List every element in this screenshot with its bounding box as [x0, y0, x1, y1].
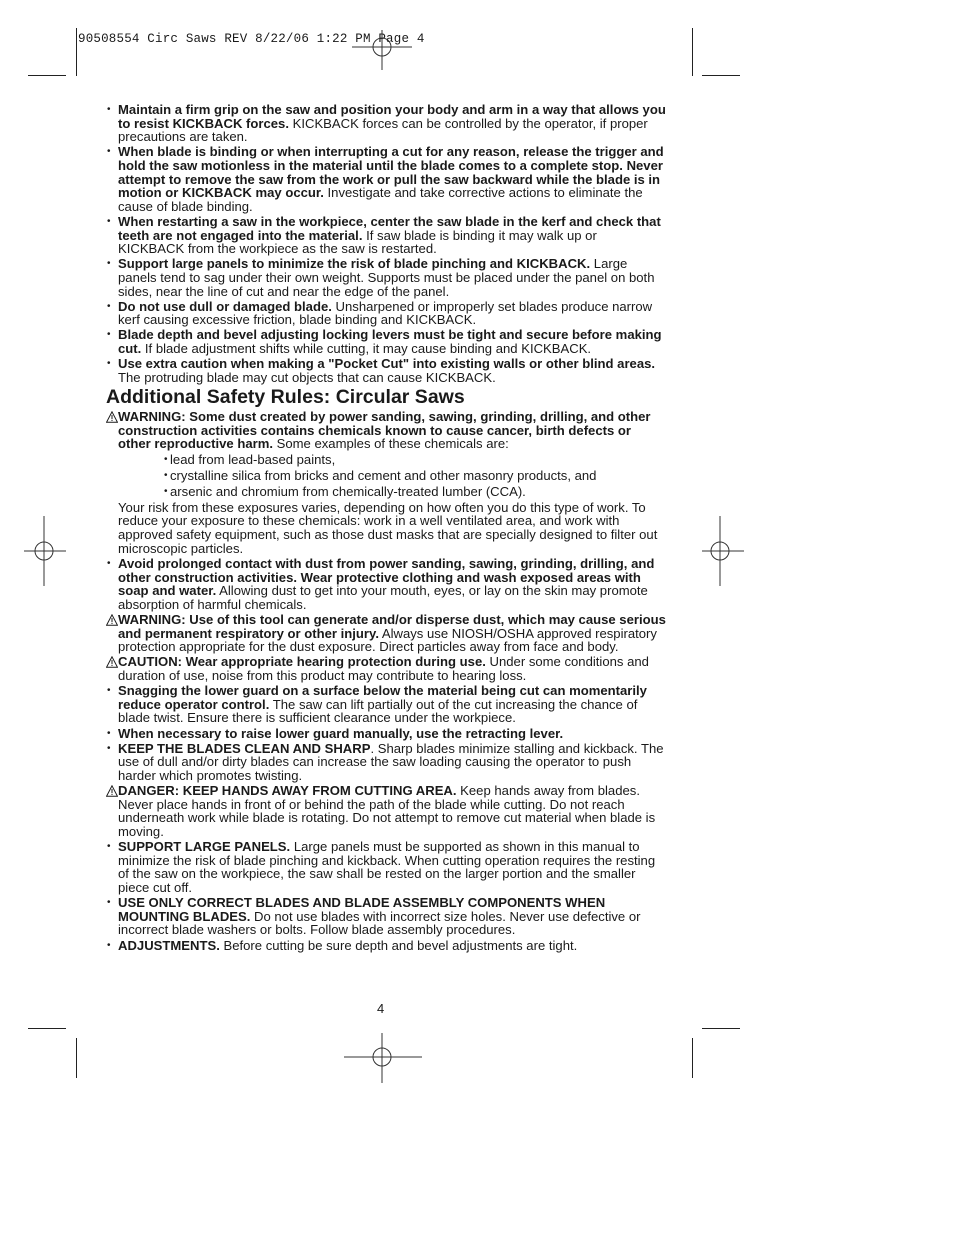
- caution-bold-text: CAUTION: Wear appropriate hearing protection during use.: [118, 654, 486, 670]
- list-item: • Use extra caution when making a "Pocket Cut" into existing walls or other blind areas. The protruding blade may cut objects that can cause KICKBACK.: [107, 356, 656, 385]
- exposure-paragraph: Your risk from these exposures varies, depending on how often you do this type of work. To reduce your exposure to these chemicals: work in a well ventilated area, and work with approved safety equipment, such as those dust masks that are specially designed to filter out microscopic particles.: [118, 499, 658, 556]
- list-item: • When restarting a saw in the workpiece, center the saw blade in the kerf and check that teeth are not engaged into the material. If saw blade is binding it may walk up or KICKBACK from the workpiece as the saw is restarted.: [107, 213, 661, 257]
- warning-text: Some examples of these chemicals are:: [272, 436, 509, 452]
- bullet-text: If blade adjustment shifts while cutting, it may cause binding and KICKBACK.: [141, 341, 592, 357]
- danger-bold-text: DANGER: KEEP HANDS AWAY FROM CUTTING AREA.: [118, 783, 457, 799]
- chemical-example-item: • lead from lead-based paints,: [164, 451, 336, 467]
- list-item: • Support large panels to minimize the risk of blade pinching and KICKBACK. Large panels tend to sag under their own weight. Supports must be placed under the panel on both sides, near the line of cut and near the edge of the panel.: [107, 256, 655, 299]
- chemical-example-item: • crystalline silica from bricks and cement and other masonry products, and: [164, 467, 597, 483]
- crop-mark-top-left-horizontal: [28, 75, 66, 76]
- list-item: • Maintain a firm grip on the saw and position your body and arm in a way that allows you to resist KICKBACK forces. KICKBACK forces can be controlled by the operator, if proper precautions are taken.: [107, 102, 666, 145]
- warning-triangle-icon: [106, 614, 118, 626]
- bullet-text: KICKBACK forces can be controlled by the operator, if proper precautions are taken.: [118, 115, 648, 145]
- crop-mark-bottom-left-vertical: [76, 1038, 77, 1078]
- bullet-bold-text: Blade depth and bevel adjusting locking levers must be tight and secure before making cut.: [118, 327, 662, 357]
- danger-text: Keep hands away from blades. Never place hands in front of or behind the path of the blade while cutting. Do not reach underneath work while blade is rotating. Do not attempt to remove cut material when blade is moving.: [118, 783, 656, 839]
- list-item: • Avoid prolonged contact with dust from power sanding, sawing, grinding, drilling, and other construction activities. Wear protective clothing and wash exposed areas with soap and water. Allowing dust to get into your mouth, eyes, or lay on the skin may promote absorption of harmful chemicals.: [107, 556, 655, 612]
- list-item: • Snagging the lower guard on a surface below the material being cut can momentarily reduce operator control. The saw can lift partially out of the cut increasing the chance of blade twist. Ensure there is sufficient clearance under the workpiece.: [107, 683, 647, 726]
- warning-triangle-icon: [106, 411, 118, 423]
- bullet-text: Investigate and take corrective actions to eliminate the cause of blade binding.: [118, 185, 643, 214]
- bullet-text: Large panels must be supported as shown in this manual to minimize the risk of blade pinching and kickback. When cutting operation requires the resting of the saw on the workpiece, the saw shall be rested on the larger portion and the smaller piece cut off.: [118, 839, 656, 895]
- page-number: 4: [377, 1001, 385, 1016]
- section-heading: Additional Safety Rules: Circular Saws: [106, 386, 465, 409]
- dust-warning-block: [106, 410, 666, 555]
- list-item: • Do not use dull or damaged blade. Unsharpened or improperly set blades produce narrow kerf causing excessive friction, blade binding and KICKBACK.: [107, 298, 653, 328]
- crop-mark-top-left-vertical: [76, 28, 77, 76]
- caution-item: [106, 655, 666, 682]
- bullet-text: Allowing dust to get into your mouth, eyes, or lay on the skin may promote absorption of harmful chemicals.: [118, 583, 648, 612]
- bullet-bold-text: SUPPORT LARGE PANELS.: [118, 839, 291, 855]
- bullet-bold-text: Maintain a firm grip on the saw and position your body and arm in a way that allows you to resist KICKBACK forces.: [118, 102, 666, 131]
- warning-triangle-icon: [106, 656, 118, 668]
- bullet-bold-text: When restarting a saw in the workpiece, center the saw blade in the kerf and check that teeth are not engaged into the material.: [118, 213, 661, 243]
- bullet-bold-text: KEEP THE BLADES CLEAN AND SHARP: [118, 740, 371, 756]
- list-item: • SUPPORT LARGE PANELS. Large panels must be supported as shown in this manual to minimize the risk of blade pinching and kickback. When cutting operation requires the resting of the saw on the workpiece, the saw shall be rested on the larger portion and the smaller piece cut off.: [107, 839, 656, 895]
- bullet-bold-text: When necessary to raise lower guard manually, use the retracting lever.: [118, 725, 564, 741]
- crop-mark-bottom-right-vertical: [692, 1038, 693, 1078]
- bullet-bold-text: Snagging the lower guard on a surface below the material being cut can momentarily reduce operator control.: [118, 683, 647, 712]
- chemical-example-text: lead from lead-based paints,: [170, 451, 336, 467]
- bullet-bold-text: USE ONLY CORRECT BLADES AND BLADE ASSEMBLY COMPONENTS WHEN MOUNTING BLADES.: [118, 895, 606, 924]
- list-item: • When necessary to raise lower guard manually, use the retracting lever.: [107, 725, 564, 741]
- warning-item: [106, 410, 666, 451]
- additional-rules-list: [106, 557, 666, 952]
- chemical-example-text: arsenic and chromium from chemically-treated lumber (CCA).: [170, 483, 526, 499]
- bullet-text: If saw blade is binding it may walk up or KICKBACK from the workpiece as the saw is restarted.: [118, 227, 597, 257]
- bullet-text: Before cutting be sure depth and bevel adjustments are tight.: [219, 937, 578, 953]
- bullet-bold-text: Use extra caution when making a "Pocket Cut" into existing walls or other blind areas.: [118, 356, 656, 372]
- chemical-example-text: crystalline silica from bricks and cement and other masonry products, and: [170, 467, 597, 483]
- bullet-text: The protruding blade may cut objects that can cause KICKBACK.: [118, 369, 496, 385]
- bullet-text: Do not use blades with incorrect size holes. Never use defective or incorrect blade washers or bolts. Follow blade assembly procedures.: [118, 908, 641, 938]
- registration-mark-top-icon: [352, 30, 412, 70]
- danger-item: [106, 784, 666, 838]
- crop-mark-top-right-horizontal: [702, 75, 740, 76]
- registration-mark-bottom-icon: [344, 1033, 422, 1083]
- warning-triangle-icon: [106, 785, 118, 797]
- warning-bold-text: WARNING: Use of this tool can generate and/or disperse dust, which may cause serious and permanent respiratory or other injury.: [118, 612, 666, 641]
- chemical-example-item: • arsenic and chromium from chemically-treated lumber (CCA).: [164, 483, 526, 499]
- list-item: • ADJUSTMENTS. Before cutting be sure depth and bevel adjustments are tight.: [107, 937, 578, 953]
- bullet-bold-text: Support large panels to minimize the risk of blade pinching and KICKBACK.: [118, 256, 591, 272]
- bullet-bold-text: Do not use dull or damaged blade.: [118, 298, 332, 314]
- kickback-bullet-list: [106, 103, 666, 384]
- bullet-bold-text: Avoid prolonged contact with dust from power sanding, sawing, grinding, drilling, and other construction activities. Wear protective clothing and wash exposed areas with soap and water.: [118, 556, 655, 599]
- bullet-bold-text: ADJUSTMENTS.: [118, 937, 220, 953]
- warning-bold-text: WARNING: Some dust created by power sanding, sawing, grinding, drilling, and other construction activities contains chemicals known to cause cancer, birth defects or other reproductive harm.: [118, 409, 651, 452]
- list-item: • KEEP THE BLADES CLEAN AND SHARP. Sharp blades minimize stalling and kickback. The use of dull and/or dirty blades can increase the saw loading causing the operator to push harder which promotes twisting.: [107, 740, 664, 784]
- registration-mark-left-icon: [24, 516, 66, 586]
- bullet-text: The saw can lift partially out of the cut increasing the chance of blade twist. Ensure there is sufficient clearance under the workpiece.: [118, 696, 638, 726]
- warning-item: [106, 613, 666, 654]
- registration-mark-right-icon: [702, 516, 744, 586]
- list-item: • USE ONLY CORRECT BLADES AND BLADE ASSEMBLY COMPONENTS WHEN MOUNTING BLADES. Do not use blades with incorrect size holes. Never use defective or incorrect blade washers or bolts. Follow blade assembly procedures.: [107, 895, 641, 938]
- crop-mark-bottom-right-horizontal: [702, 1028, 740, 1029]
- crop-mark-top-right-vertical: [692, 28, 693, 76]
- bullet-text: Unsharpened or improperly set blades produce narrow kerf causing excessive friction, blade binding and KICKBACK.: [118, 298, 653, 328]
- bullet-bold-text: When blade is binding or when interrupting a cut for any reason, release the trigger and hold the saw motionless in the material until the blade comes to a complete stop. Never attempt to remove the saw from the work or pull the saw backward while the blade is in motion or KICKBACK may occur.: [118, 144, 664, 201]
- list-item: • When blade is binding or when interrupting a cut for any reason, release the trigger and hold the saw motionless in the material until the blade comes to a complete stop. Never attempt to remove the saw from the work or pull the saw backward while the blade is in motion or KICKBACK may occur. Investigate and take corrective actions to eliminate the cause of blade binding.: [107, 144, 664, 214]
- print-slug-line: 90508554 Circ Saws REV 8/22/06 1:22 PM Page 4: [78, 32, 425, 46]
- bullet-text: Large panels tend to sag under their own weight. Supports must be placed under the panel on both sides, near the line of cut and near the edge of the panel.: [118, 256, 655, 299]
- warning-text: Always use NIOSH/OSHA approved respiratory protection appropriate for the dust exposure. Direct particles away from face and body.: [118, 625, 657, 655]
- bullet-text: . Sharp blades minimize stalling and kickback. The use of dull and/or dirty blades can increase the saw loading causing the operator to push harder which promotes twisting.: [118, 740, 664, 784]
- list-item: • Blade depth and bevel adjusting locking levers must be tight and secure before making cut. If blade adjustment shifts while cutting, it may cause binding and KICKBACK.: [107, 327, 662, 357]
- caution-text: Under some conditions and duration of use, noise from this product may contribute to hearing loss.: [118, 654, 649, 684]
- safety-rules-content: [106, 103, 666, 954]
- crop-mark-bottom-left-horizontal: [28, 1028, 66, 1029]
